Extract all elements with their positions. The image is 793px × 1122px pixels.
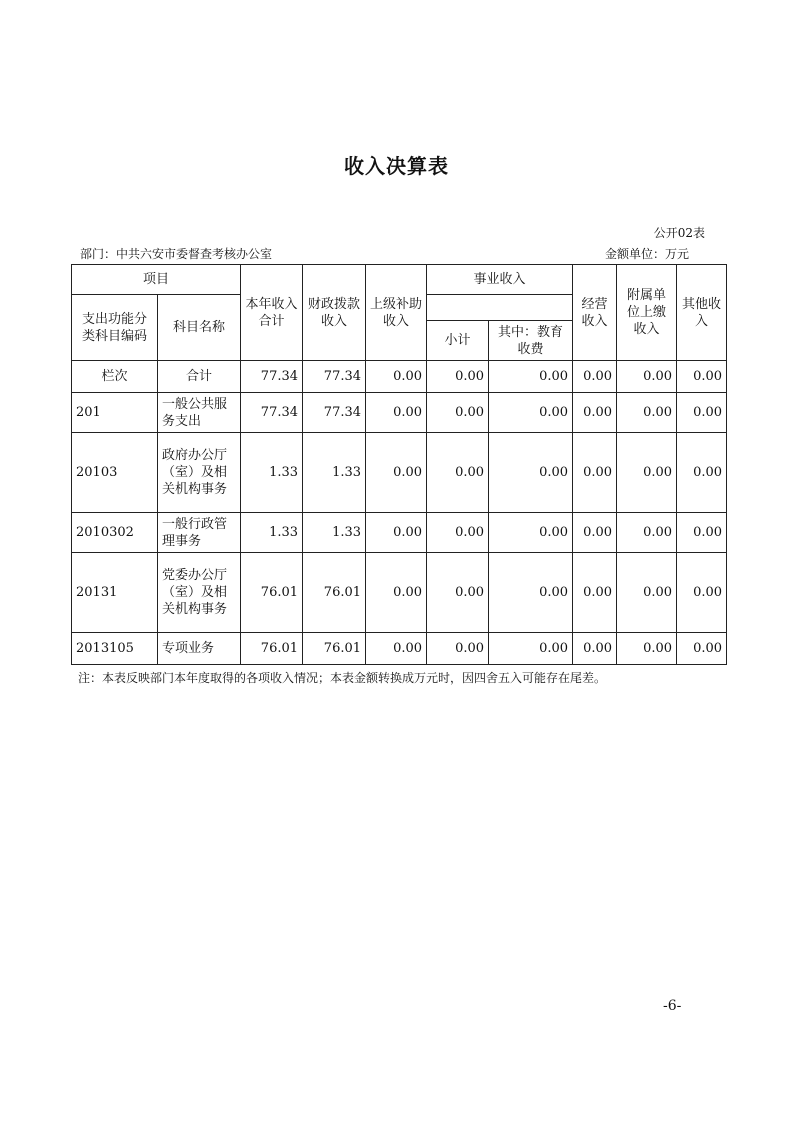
cell-name: 政府办公厅（室）及相关机构事务 [158,433,241,513]
page-number: -6- [663,998,682,1014]
cell-name: 一般行政管理事务 [158,513,241,553]
cell-total: 1.33 [241,433,303,513]
header-affiliated: 附属单位上缴收入 [617,265,677,361]
cell-other: 0.00 [677,513,727,553]
form-code: 公开02表 [653,226,705,240]
cell-edu: 0.00 [489,433,573,513]
header-edu: 其中：教育收费 [489,321,573,361]
cell-edu: 0.00 [489,393,573,433]
cell-affiliated: 0.00 [617,553,677,633]
cell-name: 专项业务 [158,633,241,665]
header-subtotal: 小计 [427,321,489,361]
cell-edu: 0.00 [489,633,573,665]
cell-name: 合计 [158,361,241,393]
cell-subtotal: 0.00 [427,361,489,393]
cell-edu: 0.00 [489,513,573,553]
cell-superior: 0.00 [366,633,427,665]
cell-operating: 0.00 [573,361,617,393]
header-total: 本年收入合计 [241,265,303,361]
cell-operating: 0.00 [573,513,617,553]
header-superior: 上级补助收入 [366,265,427,361]
table-row [72,433,727,513]
cell-operating: 0.00 [573,393,617,433]
table-row [72,553,727,633]
cell-operating: 0.00 [573,553,617,633]
cell-total: 76.01 [241,553,303,633]
header-business: 事业收入 [427,265,573,295]
cell-fiscal: 1.33 [303,513,366,553]
table-row [72,393,727,433]
cell-total: 77.34 [241,393,303,433]
cell-total: 1.33 [241,513,303,553]
cell-other: 0.00 [677,433,727,513]
department-label: 部门：中共六安市委督查考核办公室 [80,247,273,261]
cell-subtotal: 0.00 [427,433,489,513]
header-code: 支出功能分类科目编码 [72,295,158,361]
cell-subtotal: 0.00 [427,633,489,665]
cell-name: 党委办公厅（室）及相关机构事务 [158,553,241,633]
cell-other: 0.00 [677,361,727,393]
table-note: 注：本表反映部门本年度取得的各项收入情况；本表金额转换成万元时，因四舍五入可能存在尾差。 [78,671,607,685]
cell-operating: 0.00 [573,433,617,513]
cell-other: 0.00 [677,393,727,433]
header-name: 科目名称 [158,295,241,361]
cell-fiscal: 1.33 [303,433,366,513]
cell-fiscal: 77.34 [303,393,366,433]
cell-fiscal: 76.01 [303,633,366,665]
page-title: 收入决算表 [344,154,449,178]
cell-affiliated: 0.00 [617,361,677,393]
amount-unit-label: 金额单位：万元 [604,247,689,261]
cell-code: 20103 [72,433,158,513]
header-operating: 经营收入 [573,265,617,361]
cell-fiscal: 77.34 [303,361,366,393]
cell-subtotal: 0.00 [427,393,489,433]
cell-superior: 0.00 [366,433,427,513]
cell-edu: 0.00 [489,361,573,393]
cell-subtotal: 0.00 [427,553,489,633]
cell-code: 2013105 [72,633,158,665]
cell-superior: 0.00 [366,361,427,393]
cell-other: 0.00 [677,633,727,665]
cell-code: 201 [72,393,158,433]
header-other: 其他收入 [677,265,727,361]
cell-other: 0.00 [677,553,727,633]
cell-total: 76.01 [241,633,303,665]
table-row [72,633,727,665]
cell-affiliated: 0.00 [617,513,677,553]
cell-operating: 0.00 [573,633,617,665]
income-table [71,264,727,665]
cell-superior: 0.00 [366,513,427,553]
cell-affiliated: 0.00 [617,393,677,433]
cell-superior: 0.00 [366,393,427,433]
cell-subtotal: 0.00 [427,513,489,553]
cell-fiscal: 76.01 [303,553,366,633]
cell-total: 77.34 [241,361,303,393]
cell-superior: 0.00 [366,553,427,633]
cell-name: 一般公共服务支出 [158,393,241,433]
header-fiscal: 财政拨款收入 [303,265,366,361]
cell-code: 20131 [72,553,158,633]
cell-code: 栏次 [72,361,158,393]
table-row [72,361,727,393]
cell-code: 2010302 [72,513,158,553]
cell-edu: 0.00 [489,553,573,633]
header-item: 项目 [72,265,241,295]
cell-affiliated: 0.00 [617,633,677,665]
cell-affiliated: 0.00 [617,433,677,513]
table-row [72,513,727,553]
